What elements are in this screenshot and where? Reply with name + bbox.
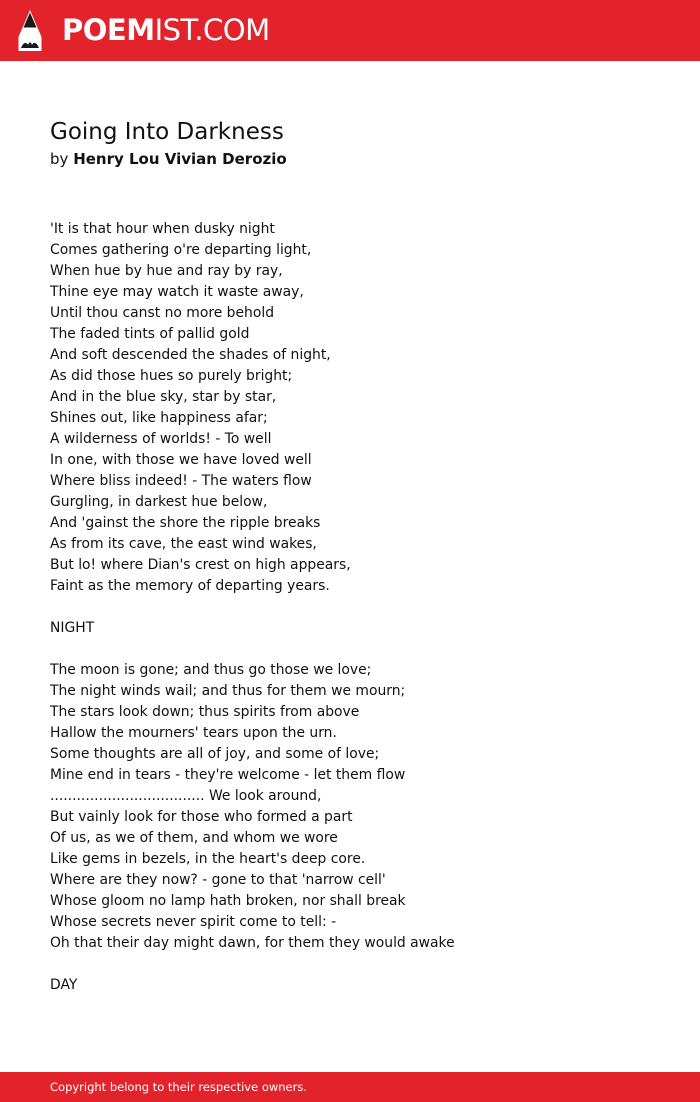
- poem-line: The night winds wail; and thus for them we mourn;: [50, 683, 406, 699]
- poem-line: Like gems in bezels, in the heart's deep core.: [50, 851, 366, 867]
- copyright-text: Copyright belong to their respective owners.: [50, 1080, 308, 1094]
- poem-line: Of us, as we of them, and whom we wore: [50, 830, 338, 846]
- poem-line: Comes gathering o're departing light,: [50, 242, 312, 258]
- poem-line: NIGHT: [50, 620, 95, 636]
- poem-line: When hue by hue and ray by ray,: [50, 263, 283, 279]
- poem-line: And soft descended the shades of night,: [50, 347, 331, 363]
- poem-line: The faded tints of pallid gold: [50, 326, 250, 342]
- poem-line: Gurgling, in darkest hue below,: [50, 494, 268, 510]
- logo-light-text: IST.COM: [154, 13, 270, 47]
- site-header: [0, 0, 700, 61]
- poem-line: As did those hues so purely bright;: [50, 368, 293, 384]
- poem-title: Going Into Darkness: [50, 119, 284, 145]
- poem-line: But vainly look for those who formed a part: [50, 809, 353, 825]
- poem-line: DAY: [50, 977, 78, 993]
- poem-line: Where bliss indeed! - The waters flow: [50, 473, 312, 489]
- poem-byline: [50, 149, 287, 169]
- poem-line: But lo! where Dian's crest on high appears,: [50, 557, 351, 573]
- poem-line: 'It is that hour when dusky night: [50, 221, 275, 237]
- stanza-break: [50, 954, 670, 975]
- stanza-break: [50, 639, 670, 660]
- site-footer: [0, 1072, 700, 1102]
- poem-line: Hallow the mourners' tears upon the urn.: [50, 725, 337, 741]
- poem-line: In one, with those we have loved well: [50, 452, 312, 468]
- poem-author: Henry Lou Vivian Derozio: [73, 150, 287, 168]
- poem-line: Thine eye may watch it waste away,: [50, 284, 304, 300]
- poem-line: And in the blue sky, star by star,: [50, 389, 277, 405]
- logo-bold-text: POEM: [62, 13, 155, 47]
- poem-line: The stars look down; thus spirits from above: [50, 704, 360, 720]
- poem-line: As from its cave, the east wind wakes,: [50, 536, 317, 552]
- by-label: by: [50, 150, 69, 168]
- poem-line: A wilderness of worlds! - To well: [50, 431, 272, 447]
- poem-line: Until thou canst no more behold: [50, 305, 275, 321]
- poem-line: Whose secrets never spirit come to tell: -: [50, 914, 337, 930]
- pencil-tip-icon: [18, 10, 42, 51]
- poem-line: Whose gloom no lamp hath broken, nor shall break: [50, 893, 406, 909]
- poem-line: ................................... We look around,: [50, 788, 322, 804]
- poem-line: Faint as the memory of departing years.: [50, 578, 330, 594]
- poem-body: [50, 219, 670, 996]
- poem-line: Oh that their day might dawn, for them they would awake: [50, 935, 455, 951]
- stanza-break: [50, 597, 670, 618]
- poem-line: The moon is gone; and thus go those we love;: [50, 662, 372, 678]
- poem-line: Shines out, like happiness afar;: [50, 410, 268, 426]
- site-logo[interactable]: [62, 13, 270, 47]
- poem-line: And 'gainst the shore the ripple breaks: [50, 515, 321, 531]
- poem-line: Some thoughts are all of joy, and some of love;: [50, 746, 380, 762]
- poem-line: Mine end in tears - they're welcome - let them flow: [50, 767, 406, 783]
- poem-line: Where are they now? - gone to that 'narrow cell': [50, 872, 386, 888]
